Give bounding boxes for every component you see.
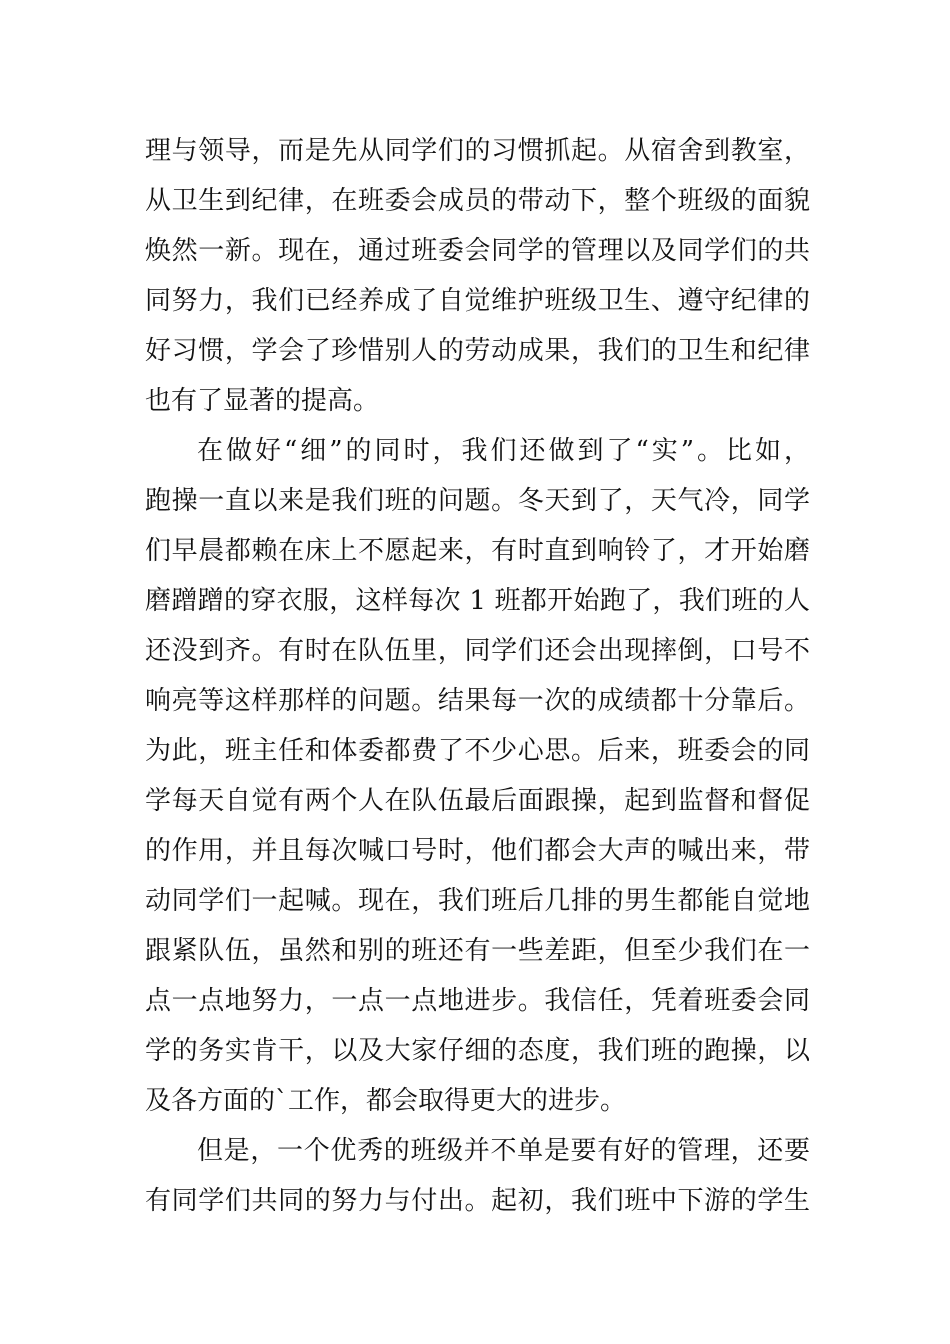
text-line: 及各方面的`工作，都会取得更大的进步。: [145, 1086, 627, 1116]
text-line: 焕然一新。现在，通过班委会同学的管理以及同学们的共: [145, 236, 810, 266]
text-line: 从卫生到纪律，在班委会成员的带动下，整个班级的面貌: [145, 186, 810, 216]
text-line: 但是，一个优秀的班级并不单是要有好的管理，还要: [197, 1136, 810, 1166]
text-line: 还没到齐。有时在队伍里，同学们还会出现摔倒，口号不: [145, 636, 810, 666]
text-line: 动同学们一起喊。现在，我们班后几排的男生都能自觉地: [145, 886, 810, 916]
text-line: 同努力，我们已经养成了自觉维护班级卫生、遵守纪律的: [145, 286, 810, 316]
document-body: [145, 126, 810, 1226]
text-line: 跟紧队伍，虽然和别的班还有一些差距，但至少我们在一: [145, 936, 810, 966]
text-line: 也有了显著的提高。: [145, 386, 380, 416]
text-line: 有同学们共同的努力与付出。起初，我们班中下游的学生: [145, 1186, 810, 1216]
text-line: 理与领导，而是先从同学们的习惯抓起。从宿舍到教室，: [145, 136, 810, 166]
text-line: 磨蹭蹭的穿衣服，这样每次 1 班都开始跑了，我们班的人: [145, 586, 810, 616]
text-line: 在做好“细”的同时，我们还做到了“实”。比如，: [197, 436, 810, 466]
text-line: 点一点地努力，一点一点地进步。我信任，凭着班委会同: [145, 986, 810, 1016]
text-line: 的作用，并且每次喊口号时，他们都会大声的喊出来，带: [145, 836, 810, 866]
text-line: 好习惯，学会了珍惜别人的劳动成果，我们的卫生和纪律: [145, 336, 810, 366]
text-line: 响亮等这样那样的问题。结果每一次的成绩都十分靠后。: [145, 686, 810, 716]
text-line: 们早晨都赖在床上不愿起来，有时直到响铃了，才开始磨: [145, 536, 810, 566]
text-line: 学每天自觉有两个人在队伍最后面跟操，起到监督和督促: [145, 786, 810, 816]
text-line: 学的务实肯干，以及大家仔细的态度，我们班的跑操，以: [145, 1036, 810, 1066]
text-line: 为此，班主任和体委都费了不少心思。后来，班委会的同: [145, 736, 810, 766]
text-line: 跑操一直以来是我们班的问题。冬天到了，天气冷，同学: [145, 486, 810, 516]
